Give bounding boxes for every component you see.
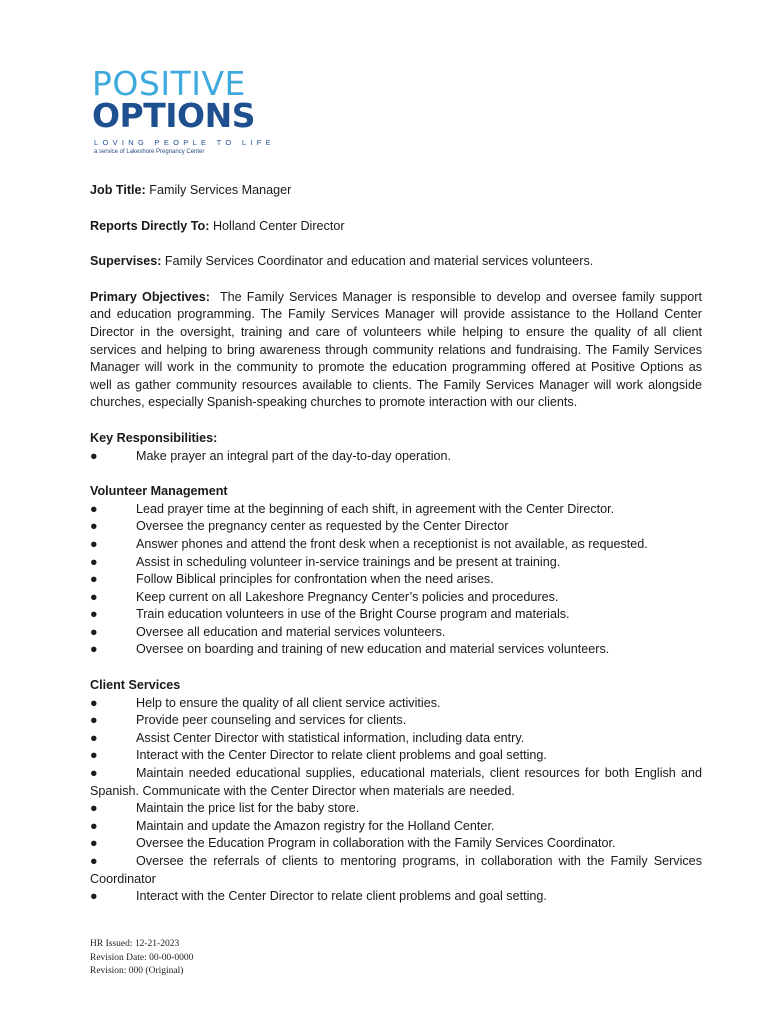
- volunteer-management-heading: Volunteer Management: [90, 484, 228, 499]
- bullet-item: [90, 730, 702, 748]
- bullet-text: Oversee on boarding and training of new education and material services volunteers.: [136, 642, 610, 657]
- bullet-item: [90, 448, 702, 466]
- primary-objectives-text: The Family Services Manager is responsible to develop and oversee family support and education programming. The Family Services Manager will provide assistance to the Holland Center Director in the oversight, training and care of volunteers while helping to ensure the quality of all client services and helping to bring awareness through community relations and fundraising. The Family Services Manager will work in the community to promote the education programming offered at Positive Options as well as gather community resources available to clients. The Family Services Manager will work alongside churches, especially Spanish-speaking churches to promote interaction with our clients.: [90, 289, 702, 410]
- bullet-item: [90, 835, 702, 853]
- bullet-dot-icon: ●: [90, 589, 98, 604]
- bullet-item: [90, 888, 702, 906]
- volunteer-management-list: [90, 501, 702, 659]
- bullet-text: Oversee the referrals of clients to mentoring programs, in collaboration with the Family Services Coordinator: [90, 854, 702, 886]
- bullet-item: [90, 554, 702, 572]
- bullet-dot-icon: ●: [90, 642, 98, 657]
- bullet-dot-icon: ●: [90, 818, 98, 833]
- supervises-label: Supervises:: [90, 254, 162, 269]
- reports-to-line: [90, 218, 702, 236]
- bullet-dot-icon: ●: [90, 801, 98, 816]
- positive-options-logo: [92, 64, 275, 158]
- job-title-label: Job Title:: [90, 183, 146, 197]
- bullet-text: Assist Center Director with statistical information, including data entry.: [136, 730, 525, 745]
- job-title-line: [90, 182, 702, 200]
- key-responsibilities-list: [90, 448, 702, 466]
- bullet-text: Train education volunteers in use of the Bright Course program and materials.: [136, 607, 570, 622]
- client-services-heading: Client Services: [90, 678, 181, 693]
- client-services-list: [90, 695, 702, 906]
- reports-to-label: Reports Directly To:: [90, 218, 210, 233]
- logo-tagline: LOVING PEOPLE TO LIFE: [94, 138, 275, 147]
- primary-objectives-paragraph: [90, 289, 702, 412]
- bullet-item: [90, 747, 702, 765]
- primary-objectives-label: Primary Objectives:: [90, 289, 210, 304]
- bullet-item: [90, 501, 702, 519]
- bullet-text: Follow Biblical principles for confrontation when the need arises.: [136, 572, 494, 587]
- job-title-value: Family Services Manager: [149, 183, 292, 197]
- hr-issued-text: HR Issued: 12-21-2023: [90, 939, 180, 949]
- bullet-dot-icon: ●: [90, 836, 98, 851]
- bullet-text: Answer phones and attend the front desk when a receptionist is not available, as requested.: [136, 536, 648, 551]
- logo-positive-text: POSITIVE: [92, 64, 246, 103]
- revision-date-text: Revision Date: 00-00-0000: [90, 952, 194, 963]
- bullet-text: Assist in scheduling volunteer in-service trainings and be present at training.: [136, 554, 561, 569]
- bullet-dot-icon: ●: [90, 624, 98, 639]
- bullet-dot-icon: ●: [90, 448, 98, 463]
- bullet-text: Keep current on all Lakeshore Pregnancy Center’s policies and procedures.: [136, 589, 559, 604]
- bullet-dot-icon: ●: [90, 730, 98, 745]
- bullet-dot-icon: ●: [90, 766, 98, 781]
- bullet-text: Maintain needed educational supplies, educational materials, client resources for both English and Spanish. Communicate with the Center Director when materials are needed.: [90, 766, 702, 798]
- bullet-item: [90, 606, 702, 624]
- bullet-text: Interact with the Center Director to relate client problems and goal setting.: [136, 889, 547, 904]
- bullet-dot-icon: ●: [90, 607, 98, 622]
- bullet-item: [90, 818, 702, 836]
- logo-options-text: OPTIONS: [92, 96, 255, 135]
- bullet-dot-icon: ●: [90, 854, 98, 868]
- bullet-text: Maintain the price list for the baby store.: [136, 801, 360, 816]
- bullet-text: Make prayer an integral part of the day-to-day operation.: [136, 448, 452, 463]
- bullet-text: Provide peer counseling and services for clients.: [136, 713, 407, 728]
- document-body: [90, 182, 702, 906]
- bullet-item: [90, 765, 702, 800]
- bullet-dot-icon: ●: [90, 889, 98, 904]
- bullet-item: [90, 518, 702, 536]
- revision-number-text: Revision: 000 (Original): [90, 966, 184, 976]
- bullet-dot-icon: ●: [90, 554, 98, 569]
- bullet-dot-icon: ●: [90, 713, 98, 728]
- bullet-item: [90, 853, 702, 888]
- bullet-dot-icon: ●: [90, 695, 98, 710]
- bullet-dot-icon: ●: [90, 501, 98, 516]
- bullet-item: [90, 641, 702, 659]
- bullet-item: [90, 589, 702, 607]
- bullet-item: [90, 624, 702, 642]
- bullet-item: [90, 800, 702, 818]
- logo-service-line: a service of Lakeshore Pregnancy Center: [94, 149, 205, 155]
- bullet-dot-icon: ●: [90, 519, 98, 534]
- reports-to-value: Holland Center Director: [212, 218, 345, 233]
- bullet-text: Lead prayer time at the beginning of each shift, in agreement with the Center Director.: [136, 501, 615, 516]
- bullet-item: [90, 571, 702, 589]
- bullet-item: [90, 712, 702, 730]
- supervises-value: Family Services Coordinator and education and material services volunteers.: [164, 254, 594, 269]
- bullet-dot-icon: ●: [90, 536, 98, 551]
- supervises-line: [90, 253, 702, 271]
- bullet-dot-icon: ●: [90, 572, 98, 587]
- bullet-text: Oversee the Education Program in collaboration with the Family Services Coordinator.: [136, 836, 616, 851]
- bullet-text: Oversee the pregnancy center as requested by the Center Director: [136, 519, 509, 534]
- bullet-text: Interact with the Center Director to relate client problems and goal setting.: [136, 748, 547, 763]
- key-responsibilities-heading: Key Responsibilities:: [90, 430, 218, 445]
- bullet-text: Help to ensure the quality of all client service activities.: [136, 695, 441, 710]
- revision-footer: [90, 938, 193, 979]
- bullet-item: [90, 695, 702, 713]
- bullet-text: Maintain and update the Amazon registry for the Holland Center.: [136, 818, 495, 833]
- bullet-item: [90, 536, 702, 554]
- bullet-dot-icon: ●: [90, 748, 98, 763]
- bullet-text: Oversee all education and material services volunteers.: [136, 624, 446, 639]
